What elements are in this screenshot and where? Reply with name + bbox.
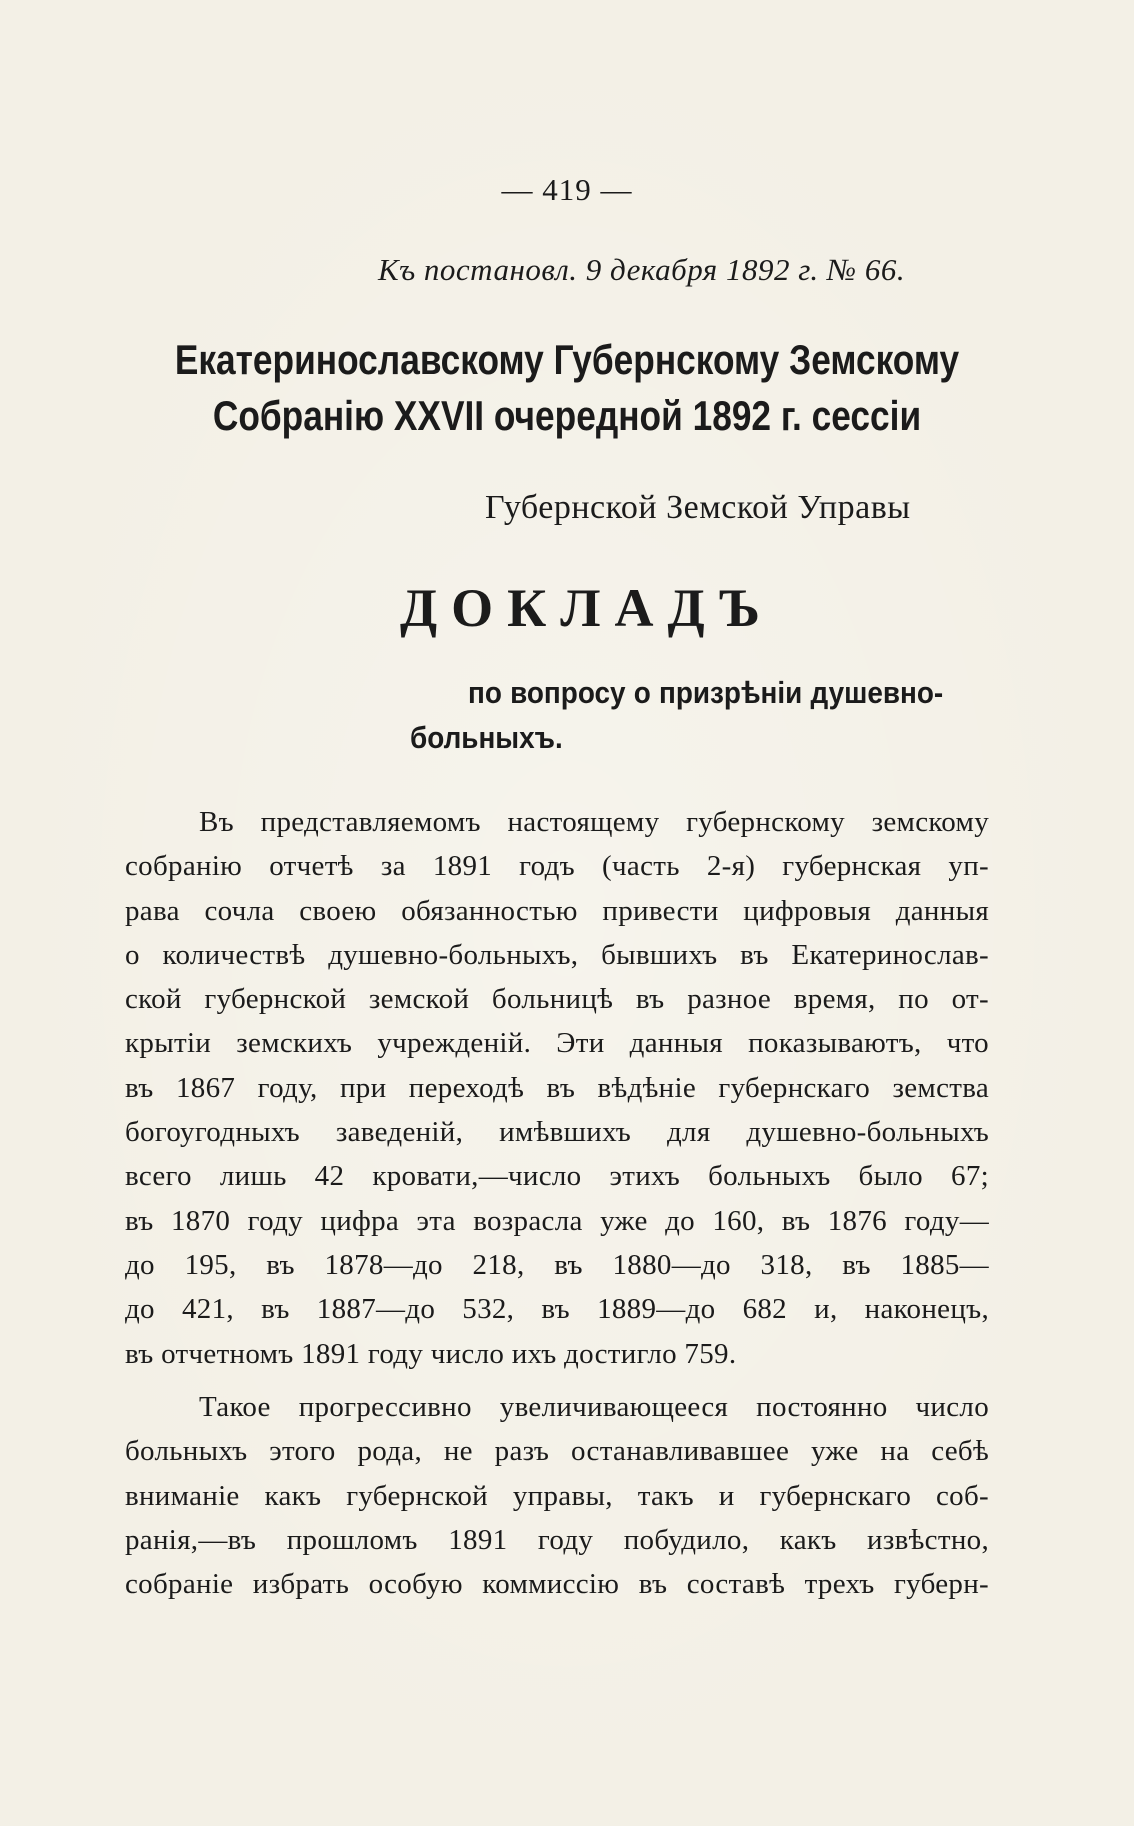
text-line: всего лишь 42 кровати,—число этихъ больныхъ было 67;: [125, 1160, 989, 1193]
heading-line-2: Собранію XXVII очередной 1892 г. сессіи: [212, 392, 922, 439]
text-line: до 195, въ 1878—до 218, въ 1880—до 318, въ 1885—: [125, 1248, 989, 1281]
text-line: собранію отчетѣ за 1891 годъ (часть 2-я) губернская уп-: [125, 850, 989, 883]
text-line: богоугодныхъ заведеній, имѣвшихъ для душевно-больныхъ: [125, 1116, 989, 1149]
text-line: больныхъ этого рода, не разъ останавливавшее уже на себѣ: [125, 1435, 989, 1468]
text-line: въ 1870 году цифра эта возрасла уже до 160, въ 1876 году—: [125, 1204, 989, 1237]
body-paragraph-2: [125, 1385, 989, 1606]
text-line: Такое прогрессивно увеличивающееся постоянно число: [199, 1391, 989, 1423]
text-line: Въ представляемомъ настоящему губернскому земскому: [199, 806, 989, 838]
text-line: рава сочла своею обязанностью привести цифровыя данныя: [125, 894, 989, 927]
body-paragraph-1: [125, 800, 989, 1376]
text-line: собраніе избрать особую коммиссію въ составѣ трехъ губерн-: [125, 1568, 989, 1601]
heading-line-1: Екатеринославскому Губернскому Земскому: [174, 336, 960, 383]
text-line: о количествѣ душевно-больныхъ, бывшихъ въ Екатеринослав-: [125, 938, 989, 971]
text-line: въ отчетномъ 1891 году число ихъ достигло 759.: [125, 1337, 737, 1370]
text-line: ранія,—въ прошломъ 1891 году побудило, какъ извѣстно,: [125, 1523, 989, 1556]
text-line: до 421, въ 1887—до 532, въ 1889—до 682 и, наконецъ,: [125, 1293, 989, 1326]
text-line: вниманіе какъ губернской управы, такъ и губернскаго соб-: [125, 1479, 989, 1512]
report-subject-line-2: больныхъ.: [410, 720, 563, 755]
report-subject-line-1: по вопросу о призрѣніи душевно-: [468, 675, 944, 710]
resolution-reference: Къ постановл. 9 декабря 1892 г. № 66.: [378, 252, 906, 287]
text-line: въ 1867 году, при переходѣ въ вѣдѣніе губернскаго земства: [125, 1071, 989, 1104]
text-line: ской губернской земской больницѣ въ разное время, по от-: [125, 983, 989, 1016]
page-number: — 419 —: [501, 172, 633, 207]
board-name: Губернской Земской Управы: [485, 489, 911, 526]
text-line: крытіи земскихъ учрежденій. Эти данныя показываютъ, что: [125, 1027, 989, 1060]
report-title: ДОКЛАДЪ: [399, 578, 774, 638]
